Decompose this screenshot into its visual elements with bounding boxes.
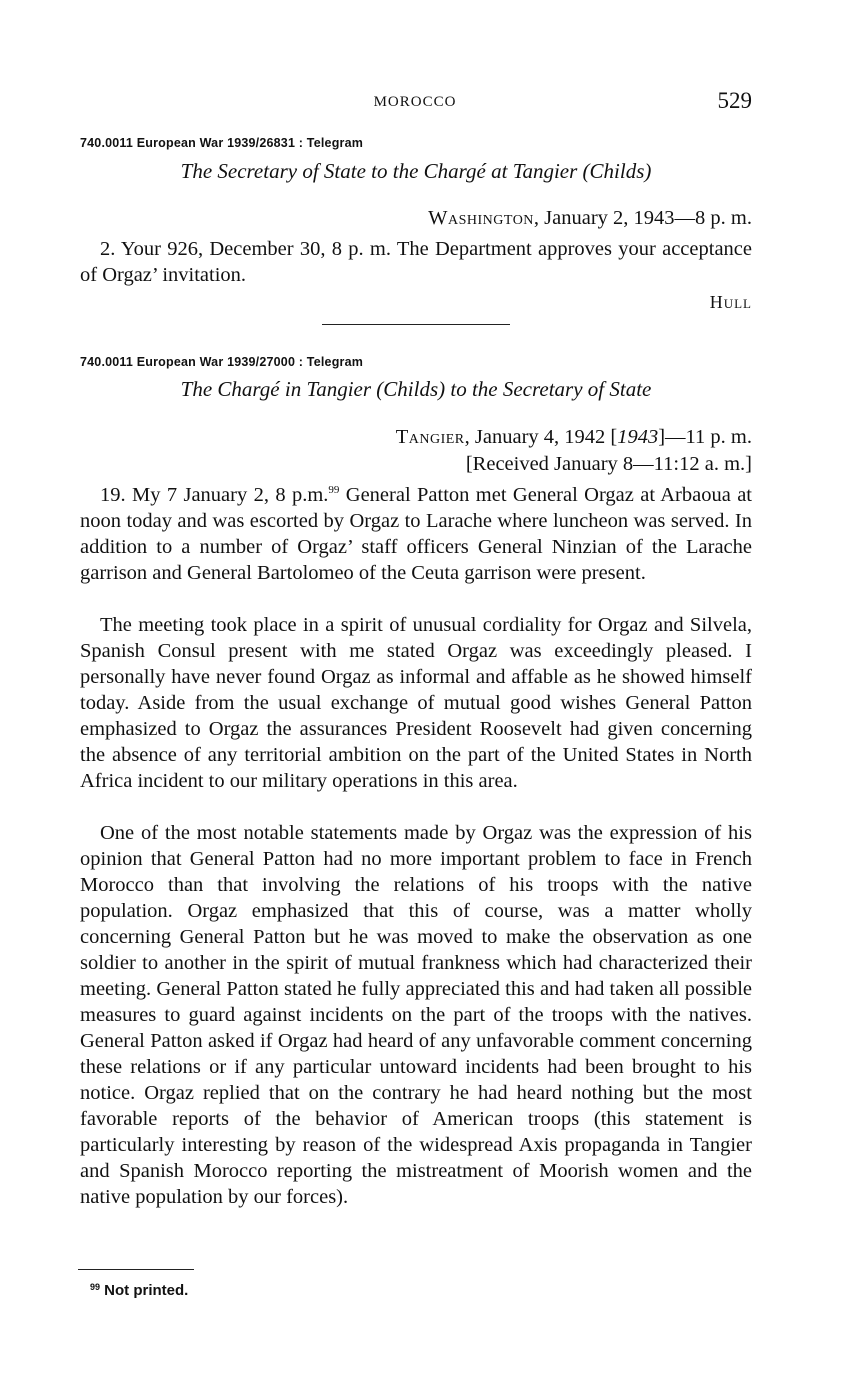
- doc1-place: Washington: [428, 207, 534, 229]
- doc1-file-number: 740.0011 European War 1939/26831 : Telegram: [80, 136, 364, 150]
- doc2-date-post: ]—11 p. m.: [658, 426, 752, 448]
- page-header: [78, 88, 752, 118]
- footnote-rule: [78, 1269, 194, 1270]
- doc2-paragraph-2: The meeting took place in a spirit of unusual cordiality for Orgaz and Silvela, Spanish Consul present with me stated Orgaz was exceedingly pleased. I personally have never found Orgaz as informal and affable as he showed himself today. Aside from the usual exchange of mutual good wishes General Patton emphasized to Orgaz the assurances President Roosevelt had given concerning the absence of any territorial ambition on the part of the United States in North Africa incident to our military operations in this area.: [80, 614, 752, 792]
- doc2-title: The Chargé in Tangier (Childs) to the Secretary of State: [180, 377, 652, 401]
- doc2-date-pre: , January 4, 1942 [: [464, 426, 618, 448]
- document-separator: [322, 324, 510, 325]
- doc2-place: Tangier: [395, 426, 465, 448]
- doc2-paragraph-3: One of the most notable statements made by Orgaz was the expression of his opinion that General Patton had no more important problem to face in French Morocco than that involving the relations of his troops with the native population. Orgaz emphasized that this of course, was a matter wholly concerning General Patton but he was moved to make the observation as one soldier to another in the spirit of mutual frankness which had characterized their meeting. General Patton stated he fully appreciated this and had taken all possible measures to guard against incidents on the part of the troops with the natives. General Patton asked if Orgaz had heard of any unfavorable comment concerning these relations or if any particular untoward incidents had been brought to his notice. Orgaz replied that on the contrary he had heard nothing but the most favorable reports of the behavior of American troops (this statement is particularly interesting by reason of the widespread Axis propaganda in Tangier and Spanish Morocco reporting the mistreatment of Moorish women and the native population by our forces).: [80, 822, 752, 1208]
- doc1-body: 2. Your 926, December 30, 8 p. m. The Department approves your acceptance of Orgaz’ invitation.: [80, 238, 752, 286]
- page-number: 529: [717, 88, 752, 113]
- footnote-text: Not printed.: [100, 1282, 189, 1299]
- footnote: [90, 1282, 188, 1299]
- doc1-signature: Hull: [709, 292, 752, 312]
- running-head: MOROCCO: [373, 94, 457, 110]
- doc1-title: The Secretary of State to the Chargé at Tangier (Childs): [180, 159, 652, 183]
- footnote-reference: 99: [328, 484, 340, 496]
- doc2-p1-post: General Patton met General Orgaz at Arbaoua at noon today and was escorted by Orgaz to Larache where luncheon was served. In addition to a number of Orgaz’ staff officers General Ninzian of the Larache garrison and General Bartolomeo of the Ceuta garrison were present.: [80, 484, 752, 584]
- doc1-date: , January 2, 1943—8 p. m.: [533, 207, 752, 229]
- doc2-dateline: [396, 426, 752, 449]
- doc2-paragraph-1: [80, 482, 752, 586]
- doc2-received: [Received January 8—11:12 a. m.]: [465, 453, 752, 475]
- footnote-marker: 99: [90, 1282, 101, 1292]
- doc1-dateline: [428, 207, 752, 230]
- doc2-file-number: 740.0011 European War 1939/27000 : Telegram: [80, 355, 364, 369]
- doc2-p1-pre: 19. My 7 January 2, 8 p.m.: [100, 484, 329, 506]
- doc2-date-corrected: 1943: [617, 426, 659, 448]
